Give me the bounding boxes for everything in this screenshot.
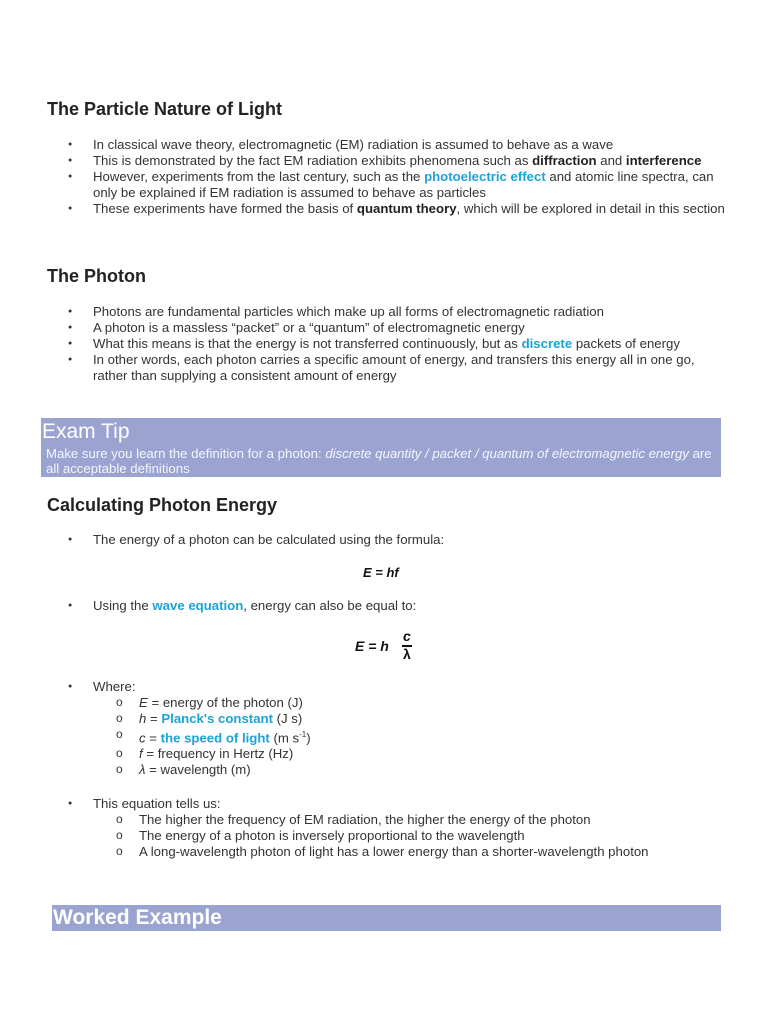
where-list <box>47 679 727 778</box>
list-item: ● Photons are fundamental particles which make up all forms of electromagnetic radiation <box>47 304 727 320</box>
exam-tip-text: Make sure you learn the definition for a photon: discrete quantity / packet / quantum of electromagnetic energy are all acceptable definitions <box>46 446 712 476</box>
list-item: o f = frequency in Hertz (Hz) <box>93 746 727 762</box>
heading-the-photon: The Photon <box>47 266 146 286</box>
list-item: o c = the speed of light (m $s^{-1}$) <box>93 727 727 746</box>
list-item: ● This equation tells us: o The higher the frequency of EM radiation, the higher the energy of the photon o The energy of a photon is inversely proportional to the wavelength o A long-wavelength photon of light has a lower energy than a shorter-wavelength photon <box>47 796 727 860</box>
link-wave-equation[interactable]: wave equation <box>152 598 244 613</box>
worked-example-title: Worked Example <box>53 906 222 929</box>
list-item: ● The energy of a photon can be calculated using the formula: <box>47 532 727 548</box>
list-item: ● Using the wave equation, energy can also be equal to: <box>47 598 727 614</box>
link-photoelectric-effect[interactable]: photoelectric effect <box>424 169 546 184</box>
list-item: ● A photon is a massless “packet” or a “quantum” of electromagnetic energy <box>47 320 727 336</box>
particle-nature-list <box>47 137 727 217</box>
link-discrete[interactable]: discrete <box>521 336 573 351</box>
formula-e-hf: E = hf <box>363 565 399 580</box>
link-speed-of-light[interactable]: the speed of light <box>160 730 270 746</box>
exam-tip-title: Exam Tip <box>42 420 130 443</box>
list-item: ● What this means is that the energy is not transferred continuously, but as discrete packets of energy <box>47 336 727 352</box>
exam-tip-box <box>41 418 721 477</box>
photon-list <box>47 304 727 384</box>
variable-list <box>93 695 727 778</box>
wave-equation-list <box>47 598 727 614</box>
formula-intro-list <box>47 532 727 548</box>
list-item: ● This is demonstrated by the fact EM radiation exhibits phenomena such as diffraction and interference <box>47 153 727 169</box>
equation-tells-list <box>47 796 727 860</box>
list-item: o The energy of a photon is inversely proportional to the wavelength <box>93 828 727 844</box>
list-item: o λ = wavelength (m) <box>93 762 727 778</box>
list-item: o The higher the frequency of EM radiation, the higher the energy of the photon <box>93 812 727 828</box>
heading-particle-nature: The Particle Nature of Light <box>47 99 283 119</box>
fraction-numerator: c <box>403 628 411 644</box>
list-item: ● Where: o E = energy of the photon (J) o h = Planck's constant (J s) o c = the speed of light (m $s^{-1}$) o f = frequency in Hertz (Hz) o λ = wavelength (m) <box>47 679 727 778</box>
list-item: o h = Planck's constant (J s) <box>93 711 727 727</box>
list-item: ● In other words, each photon carries a specific amount of energy, and transfers this energy all in one go, rather than supplying a consistent amount of energy <box>47 352 727 384</box>
heading-calculating-photon-energy: Calculating Photon Energy <box>47 495 278 515</box>
conclusions-list <box>93 812 727 860</box>
worked-example-box <box>52 905 721 931</box>
list-item: o A long-wavelength photon of light has a lower energy than a shorter-wavelength photon <box>93 844 727 860</box>
list-item: ● In classical wave theory, electromagnetic (EM) radiation is assumed to behave as a wave <box>47 137 727 153</box>
list-item: ● These experiments have formed the basis of quantum theory, which will be explored in detail in this section <box>47 201 727 217</box>
list-item: o E = energy of the photon (J) <box>93 695 727 711</box>
link-plancks-constant[interactable]: Planck's constant <box>161 711 273 726</box>
fraction-denominator: λ <box>403 646 411 662</box>
list-item: ● However, experiments from the last century, such as the photoelectric effect and atomic line spectra, can only be explained if EM radiation is assumed to behave as particles <box>47 169 727 201</box>
